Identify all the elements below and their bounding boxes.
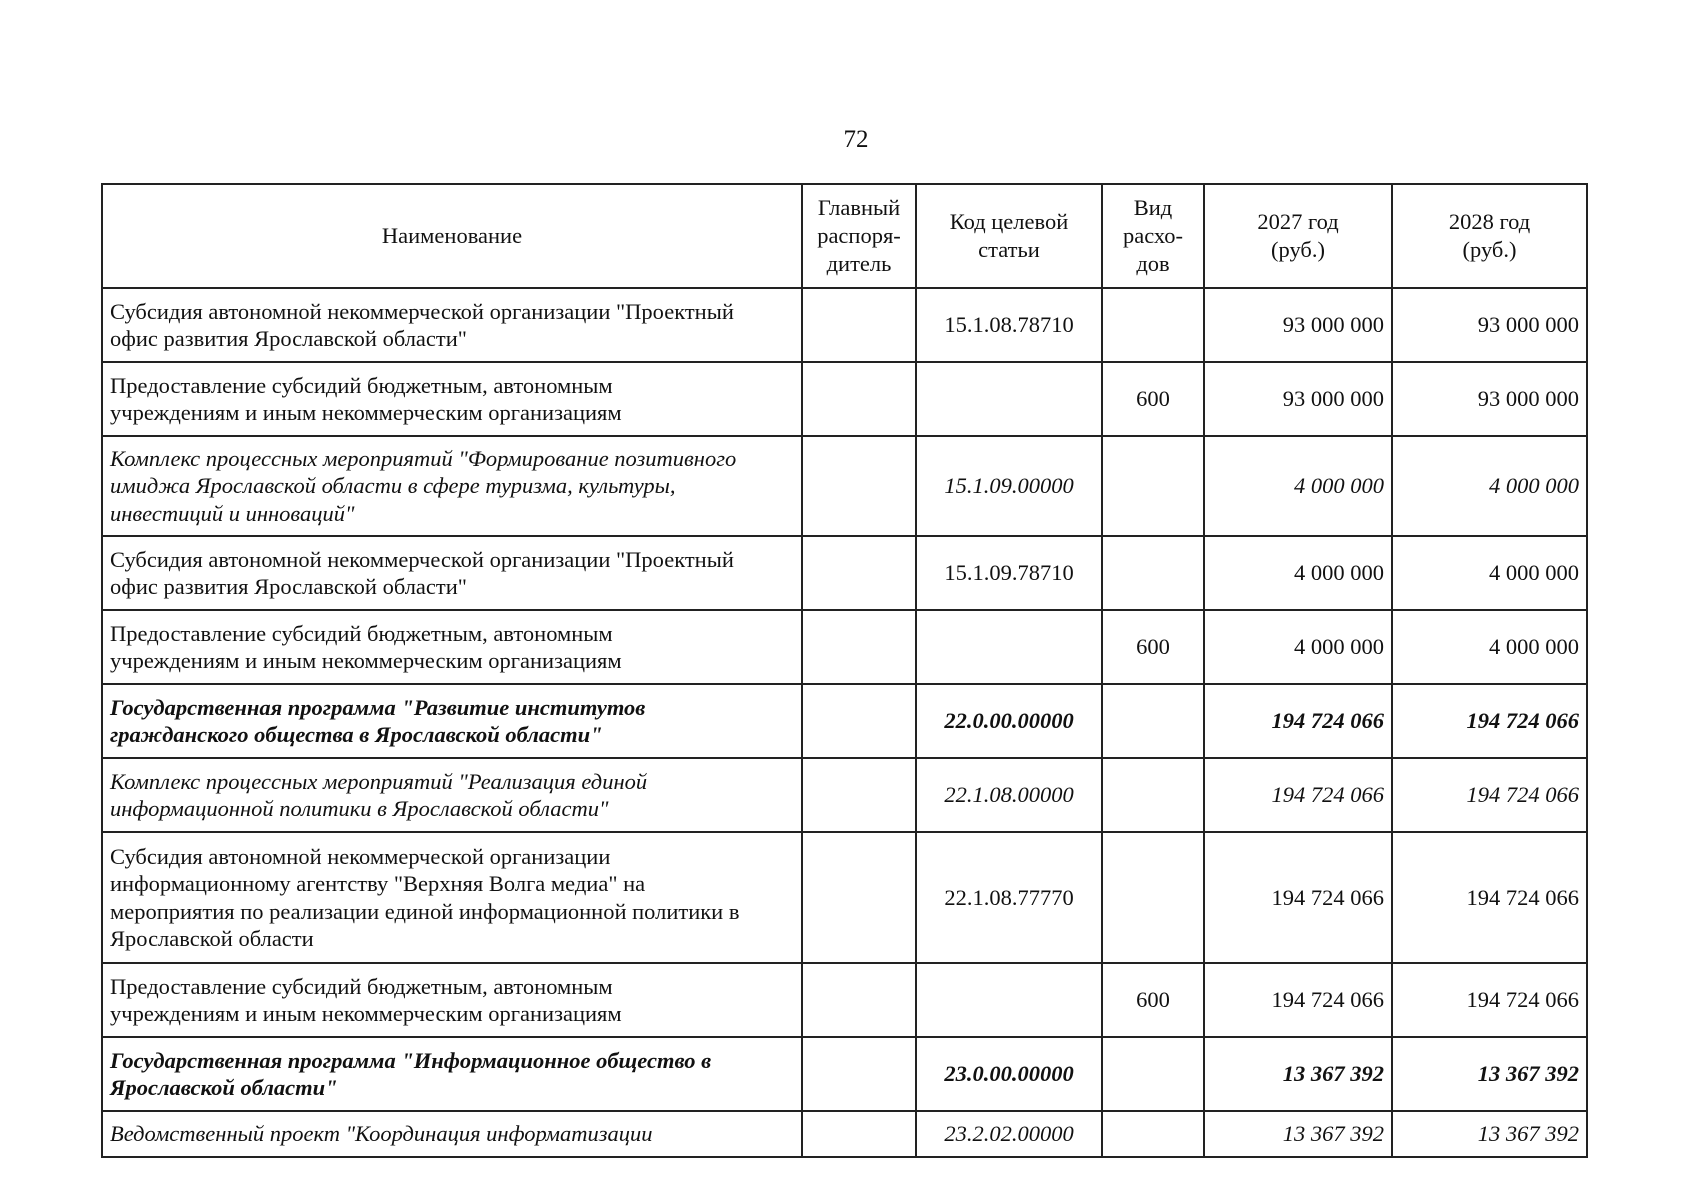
cell-amount-2028: 93 000 000 — [1392, 288, 1587, 362]
cell-kind — [1102, 832, 1204, 963]
table-row — [102, 832, 1587, 963]
cell-code: 23.0.00.00000 — [916, 1037, 1102, 1111]
cell-kind — [1102, 288, 1204, 362]
cell-name-line: инвестиций и инноваций" — [110, 500, 355, 526]
cell-amount-2027: 194 724 066 — [1204, 963, 1392, 1037]
cell-amount-2028: 194 724 066 — [1392, 832, 1587, 963]
cell-name — [102, 610, 802, 684]
header-name: Наименование — [102, 184, 802, 288]
cell-name — [102, 684, 802, 758]
header-code: Код целевой статьи — [916, 184, 1102, 288]
table-row — [102, 536, 1587, 610]
cell-manager — [802, 1037, 916, 1111]
cell-name-line: Ведомственный проект "Координация информатизации — [110, 1121, 653, 1147]
cell-amount-2028: 194 724 066 — [1392, 758, 1587, 832]
table-row — [102, 610, 1587, 684]
cell-kind: 600 — [1102, 362, 1204, 436]
cell-amount-2027: 4 000 000 — [1204, 610, 1392, 684]
cell-name-line: гражданского общества в Ярославской области" — [110, 722, 603, 747]
cell-name-line: Государственная программа "Развитие институтов — [110, 694, 646, 720]
cell-manager — [802, 610, 916, 684]
table-row — [102, 963, 1587, 1037]
cell-name-line: учреждениям и иным некоммерческим организациям — [110, 400, 622, 425]
table-body — [102, 288, 1587, 1157]
header-kind: Вид расхо- дов — [1102, 184, 1204, 288]
cell-code — [916, 963, 1102, 1037]
cell-name — [102, 832, 802, 963]
cell-manager — [802, 362, 916, 436]
table-row — [102, 1037, 1587, 1111]
cell-name-line: учреждениям и иным некоммерческим организациям — [110, 1001, 622, 1026]
table-row — [102, 684, 1587, 758]
cell-name — [102, 1037, 802, 1111]
cell-manager — [802, 758, 916, 832]
table-row — [102, 288, 1587, 362]
header-manager: Главный распоря- дитель — [802, 184, 916, 288]
cell-code: 15.1.08.78710 — [916, 288, 1102, 362]
cell-name-line: офис развития Ярославской области" — [110, 574, 467, 599]
cell-name-line: Государственная программа "Информационное общество в — [110, 1047, 712, 1073]
cell-name — [102, 362, 802, 436]
cell-manager — [802, 832, 916, 963]
cell-kind — [1102, 436, 1204, 536]
cell-name-line: Предоставление субсидий бюджетным, автономным — [110, 372, 613, 398]
table-row — [102, 436, 1587, 536]
cell-name-line: мероприятия по реализации единой информационной политики в — [110, 898, 740, 924]
cell-name-line: Субсидия автономной некоммерческой организации "Проектный — [110, 546, 734, 572]
cell-code: 22.0.00.00000 — [916, 684, 1102, 758]
cell-kind — [1102, 684, 1204, 758]
cell-name — [102, 1111, 802, 1157]
cell-amount-2027: 93 000 000 — [1204, 362, 1392, 436]
cell-kind — [1102, 1111, 1204, 1157]
cell-kind — [1102, 758, 1204, 832]
cell-amount-2027: 194 724 066 — [1204, 832, 1392, 963]
cell-amount-2027: 13 367 392 — [1204, 1037, 1392, 1111]
cell-name — [102, 758, 802, 832]
cell-code: 22.1.08.77770 — [916, 832, 1102, 963]
cell-amount-2027: 93 000 000 — [1204, 288, 1392, 362]
cell-name-line: Комплекс процессных мероприятий "Реализация единой — [110, 768, 648, 794]
cell-code: 23.2.02.00000 — [916, 1111, 1102, 1157]
header-year-2028: 2028 год (руб.) — [1392, 184, 1587, 288]
table-row — [102, 1111, 1587, 1157]
table-header-row — [102, 184, 1587, 288]
cell-amount-2028: 4 000 000 — [1392, 536, 1587, 610]
cell-code: 15.1.09.78710 — [916, 536, 1102, 610]
cell-amount-2027: 4 000 000 — [1204, 536, 1392, 610]
cell-kind: 600 — [1102, 610, 1204, 684]
cell-name-line: имиджа Ярославской области в сфере туризма, культуры, — [110, 473, 676, 499]
cell-name-line: офис развития Ярославской области" — [110, 326, 467, 351]
cell-kind: 600 — [1102, 963, 1204, 1037]
cell-name — [102, 963, 802, 1037]
cell-amount-2028: 93 000 000 — [1392, 362, 1587, 436]
cell-amount-2027: 4 000 000 — [1204, 436, 1392, 536]
table-row — [102, 362, 1587, 436]
cell-amount-2028: 4 000 000 — [1392, 610, 1587, 684]
cell-amount-2028: 4 000 000 — [1392, 436, 1587, 536]
cell-name-line: Ярославской области" — [110, 1075, 338, 1100]
cell-manager — [802, 436, 916, 536]
cell-name-line: информационному агентству "Верхняя Волга медиа" на — [110, 871, 646, 896]
cell-amount-2027: 194 724 066 — [1204, 758, 1392, 832]
table-row — [102, 758, 1587, 832]
budget-table — [101, 183, 1588, 1158]
cell-amount-2028: 194 724 066 — [1392, 963, 1587, 1037]
cell-manager — [802, 684, 916, 758]
cell-name — [102, 288, 802, 362]
cell-name-line: информационной политики в Ярославской области" — [110, 796, 609, 821]
cell-code — [916, 610, 1102, 684]
cell-code: 15.1.09.00000 — [916, 436, 1102, 536]
cell-manager — [802, 536, 916, 610]
cell-name-line: учреждениям и иным некоммерческим организациям — [110, 648, 622, 673]
cell-name-line: Комплекс процессных мероприятий "Формирование позитивного — [110, 445, 737, 471]
cell-name-line: Субсидия автономной некоммерческой организации "Проектный — [110, 298, 734, 324]
cell-kind — [1102, 536, 1204, 610]
header-year-2027: 2027 год (руб.) — [1204, 184, 1392, 288]
cell-manager — [802, 963, 916, 1037]
cell-name-line: Предоставление субсидий бюджетным, автономным — [110, 620, 613, 646]
cell-manager — [802, 1111, 916, 1157]
cell-amount-2027: 194 724 066 — [1204, 684, 1392, 758]
cell-amount-2028: 194 724 066 — [1392, 684, 1587, 758]
cell-name-line: Субсидия автономной некоммерческой организации — [110, 843, 611, 869]
cell-amount-2028: 13 367 392 — [1392, 1111, 1587, 1157]
cell-manager — [802, 288, 916, 362]
cell-amount-2027: 13 367 392 — [1204, 1111, 1392, 1157]
cell-name-line: Ярославской области — [110, 926, 314, 951]
cell-kind — [1102, 1037, 1204, 1111]
cell-code: 22.1.08.00000 — [916, 758, 1102, 832]
cell-name — [102, 436, 802, 536]
cell-name-line: Предоставление субсидий бюджетным, автономным — [110, 973, 613, 999]
cell-amount-2028: 13 367 392 — [1392, 1037, 1587, 1111]
cell-name — [102, 536, 802, 610]
page-number: 72 — [843, 126, 869, 153]
cell-code — [916, 362, 1102, 436]
